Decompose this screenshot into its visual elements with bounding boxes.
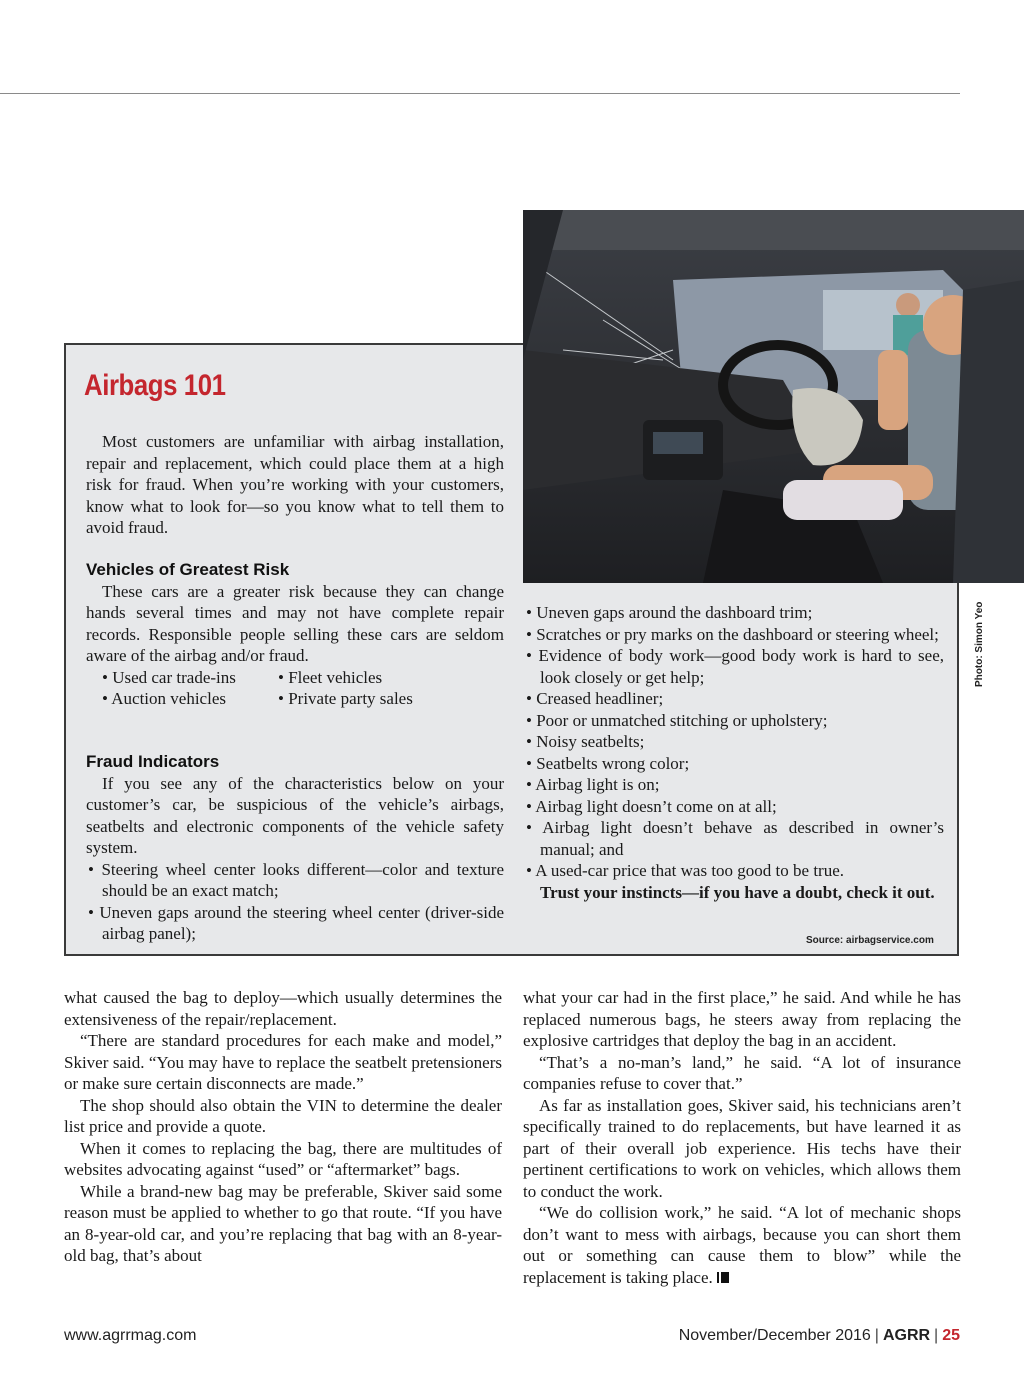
- risk-bullet-list: [86, 667, 504, 710]
- list-item: • Evidence of body work—good body work is hard to see, look closely or get help;: [524, 645, 944, 688]
- intro-paragraph: Most customers are unfamiliar with airbag installation, repair and replacement, which could place them at a high risk for fraud. When you’re working with your customers, know what to look for—so you know what to tell them to avoid fraud.: [86, 432, 504, 537]
- section-fraud-indicators: [86, 751, 504, 945]
- top-rule: [0, 93, 960, 94]
- article-paragraph: what your car had in the first place,” he said. And while he has replaced numerous bags, he steers away from replacing the explosive cartridges that deploy the bag in an accident.: [523, 988, 961, 1050]
- crash-test-illustration: [523, 210, 1024, 583]
- list-item: • Airbag light is on;: [524, 774, 944, 796]
- section-heading-fraud: Fraud Indicators: [86, 752, 220, 771]
- sidebar-intro: [86, 431, 504, 539]
- article-column-right: [523, 987, 961, 1288]
- list-item: • Uneven gaps around the dashboard trim;: [524, 602, 944, 624]
- list-item: • Auction vehicles: [102, 689, 226, 708]
- article-paragraph: “That’s a no-man’s land,” he said. “A lot of insurance companies refuse to cover that.”: [523, 1052, 961, 1093]
- page-number: 25: [942, 1327, 960, 1344]
- footer-issue: November/December 2016: [678, 1327, 871, 1344]
- fraud-bullets-right: [524, 602, 944, 903]
- footer-publication: AGRR: [882, 1327, 931, 1344]
- section-vehicles-risk: [86, 559, 504, 710]
- footer-separator: |: [874, 1327, 879, 1344]
- section-heading-vehicles: Vehicles of Greatest Risk: [86, 560, 290, 579]
- list-item: • Scratches or pry marks on the dashboard or steering wheel;: [524, 624, 944, 646]
- article-paragraph: The shop should also obtain the VIN to determine the dealer list price and provide a quote.: [64, 1095, 502, 1136]
- footer-separator: |: [934, 1327, 939, 1344]
- list-item: • Used car trade-ins: [102, 667, 236, 687]
- source-credit: Source: airbagservice.com: [806, 935, 934, 946]
- list-item: • A used-car price that was too good to be true.: [524, 860, 944, 882]
- list-item: • Seatbelts wrong color;: [524, 753, 944, 775]
- list-item: • Private party sales: [278, 689, 413, 708]
- list-item: • Poor or unmatched stitching or upholstery;: [524, 710, 944, 732]
- section-fraud-text: If you see any of the characteristics below on your customer’s car, be suspicious of the vehicle’s airbags, seatbelts and electronic components of the vehicle safety system.: [86, 773, 504, 857]
- article-paragraph: As far as installation goes, Skiver said, his technicians aren’t specifically trained to do replacements, but have learned it as part of their overall job experience. His techs have their pertinent certifications to work on vehicles, which allows them to conduct the work.: [523, 1095, 961, 1201]
- list-item: • Steering wheel center looks different—color and texture should be an exact match;: [86, 859, 504, 902]
- list-item: • Airbag light doesn’t come on at all;: [524, 796, 944, 818]
- list-item: • Noisy seatbelts;: [524, 731, 944, 753]
- list-item: • Airbag light doesn’t behave as described in owner’s manual; and: [524, 817, 944, 860]
- sidebar-title: Airbags 101: [84, 369, 226, 402]
- article-paragraph-last: “We do collision work,” he said. “A lot of mechanic shops don’t want to mess with airbags, because you can short them out or something can cause them to blow” while the replacement is taking place.: [523, 1203, 961, 1287]
- fraud-bullet-list-left: [86, 859, 504, 945]
- end-mark-icon: [719, 1272, 729, 1283]
- footer-website: www.agrrmag.com: [64, 1327, 197, 1344]
- article-paragraph: While a brand-new bag may be preferable, Skiver said some reason must be applied to whether to go that route. “If you have an 8-year-old car, and you’re replacing that bag with an 8-year-old bag, that’s about: [64, 1181, 502, 1265]
- section-vehicles-text: These cars are a greater risk because they can change hands several times and may not have complete repair records. Responsible people selling these cars are seldom aware of the airbag and/or fraud.: [86, 581, 504, 665]
- article-paragraph: what caused the bag to deploy—which usually determines the extensiveness of the repair/replacement.: [64, 988, 502, 1029]
- crash-test-photo: [523, 210, 1024, 583]
- article-paragraph: “There are standard procedures for each make and model,” Skiver said. “You may have to replace the seatbelt pretensioners or make sure certain disconnects are made.”: [64, 1031, 502, 1093]
- closing-advice: Trust your instincts—if you have a doubt, check it out.: [540, 882, 935, 902]
- list-item: • Fleet vehicles: [278, 667, 383, 687]
- article-column-left: [64, 987, 502, 1267]
- footer-issue-info: [679, 1327, 960, 1345]
- list-item: • Uneven gaps around the steering wheel center (driver-side airbag panel);: [86, 902, 504, 945]
- photo-credit: Photo: Simon Yeo: [974, 601, 985, 687]
- article-paragraph: When it comes to replacing the bag, there are multitudes of websites advocating against “used” or “aftermarket” bags.: [64, 1138, 502, 1179]
- list-item: • Creased headliner;: [524, 688, 944, 710]
- fraud-bullet-list-right: [524, 602, 944, 882]
